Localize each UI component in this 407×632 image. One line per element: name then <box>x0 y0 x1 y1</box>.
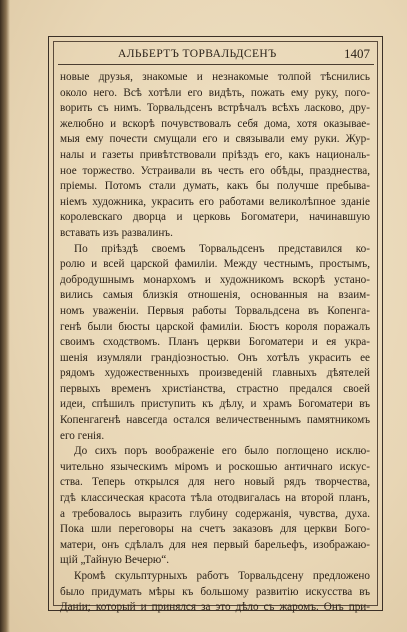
running-header <box>58 45 374 65</box>
text-line: было придумать мѣры къ большому развитію искусства въ <box>60 585 370 598</box>
page-binding-edge <box>0 0 10 632</box>
header-title: АЛЬБЕРТЪ ТОРВАЛЬДСЕНЪ <box>118 48 277 60</box>
text-line: добродушнымъ монархомъ и художникомъ вскорѣ устано- <box>60 273 370 286</box>
text-line: вились самыя близкія отношенія, основанныя на взаим- <box>60 289 370 302</box>
text-line: желюбно и вскорѣ почувствовалъ себя дома, хотя оказывае- <box>60 117 370 130</box>
text-line: Кромѣ скульптурныхъ работъ Торвальдсену предложено <box>74 570 370 582</box>
text-line: его генія. <box>60 429 105 442</box>
text-line: Даніи; который и принялся за это дѣло съ жаромъ. Онъ при- <box>60 601 370 614</box>
text-line: матери, онъ сдѣлалъ для нея первый барельефъ, изображаю- <box>60 538 370 551</box>
text-line: щій „Тайную Вечерю“. <box>60 554 170 567</box>
text-line: гдѣ классическая красота тѣла отодвигалась на второй планъ, <box>60 492 370 505</box>
text-line: рядомъ художественныхъ произведеній главныхъ дѣятелей <box>60 367 370 380</box>
text-line: около него. Всѣ хотѣли его видѣть, пожать ему руку, пого- <box>60 86 370 99</box>
text-line: вставать изъ развалинъ. <box>60 226 173 239</box>
text-line: До сихъ поръ воображеніе его было поглощено исклю- <box>74 445 370 458</box>
text-line: чительно языческимъ міромъ и роскошью античнаго искус- <box>60 460 370 473</box>
text-line: Копенгагенѣ навсегда остался величественнымъ памятникомъ <box>60 414 370 427</box>
text-line: ніемъ художника, украсить его работами великолѣпное зданіе <box>60 195 370 208</box>
text-line: шенія изумляли грандіозностью. Онъ хотѣлъ украсить ее <box>60 351 370 364</box>
text-line: своимъ сходствомъ. Планъ церкви Богоматери и ея укра- <box>60 336 370 349</box>
text-line: первыхъ временъ христіанства, страстно предался своей <box>60 382 370 395</box>
header-rule <box>58 64 374 65</box>
page-number: 1407 <box>344 46 370 61</box>
text-line: налы и газеты привѣтствовали пріѣздъ его, какъ националь- <box>60 148 370 161</box>
text-line: ное торжество. Устраивали въ честь его обѣды, празднества, <box>60 164 370 177</box>
text-line: ролю и всей царской фамиліи. Между честнымъ, простымъ, <box>60 258 370 271</box>
text-line: идеи, спѣшилъ приступить къ дѣлу, и храмъ Богоматери въ <box>60 398 370 411</box>
text-line: королевскаго дворца и церковь Богоматери, начинавшую <box>60 211 370 224</box>
text-line: Пока шли переговоры на счетъ заказовъ для церкви Бого- <box>60 523 370 536</box>
text-line: генѣ были бюсты царской фамиліи. Бюстъ короля поражалъ <box>60 320 370 333</box>
text-line: По пріѣздѣ своемъ Торвальдсенъ представился ко- <box>74 242 370 255</box>
body-text <box>60 70 370 616</box>
text-line: а требовалось выразить глубину содержанія, чувства, духа. <box>60 507 370 520</box>
text-line: новые друзья, знакомые и незнакомые толпой тѣснились <box>60 71 370 83</box>
text-line: ства. Теперь открылся для него новый рядъ творчества, <box>60 476 370 489</box>
text-line: номъ уваженіи. Первыя работы Торвальдсена въ Копенга- <box>60 304 370 317</box>
text-line: мыя ему почести смущали его и связывали ему руки. Жур- <box>60 133 370 146</box>
text-line: пріемы. Потомъ стали думать, какъ бы получше пребыва- <box>60 180 370 193</box>
text-line: ворить съ нимъ. Торвальдсенъ встрѣчалъ всѣхъ ласково, дру- <box>60 102 370 115</box>
